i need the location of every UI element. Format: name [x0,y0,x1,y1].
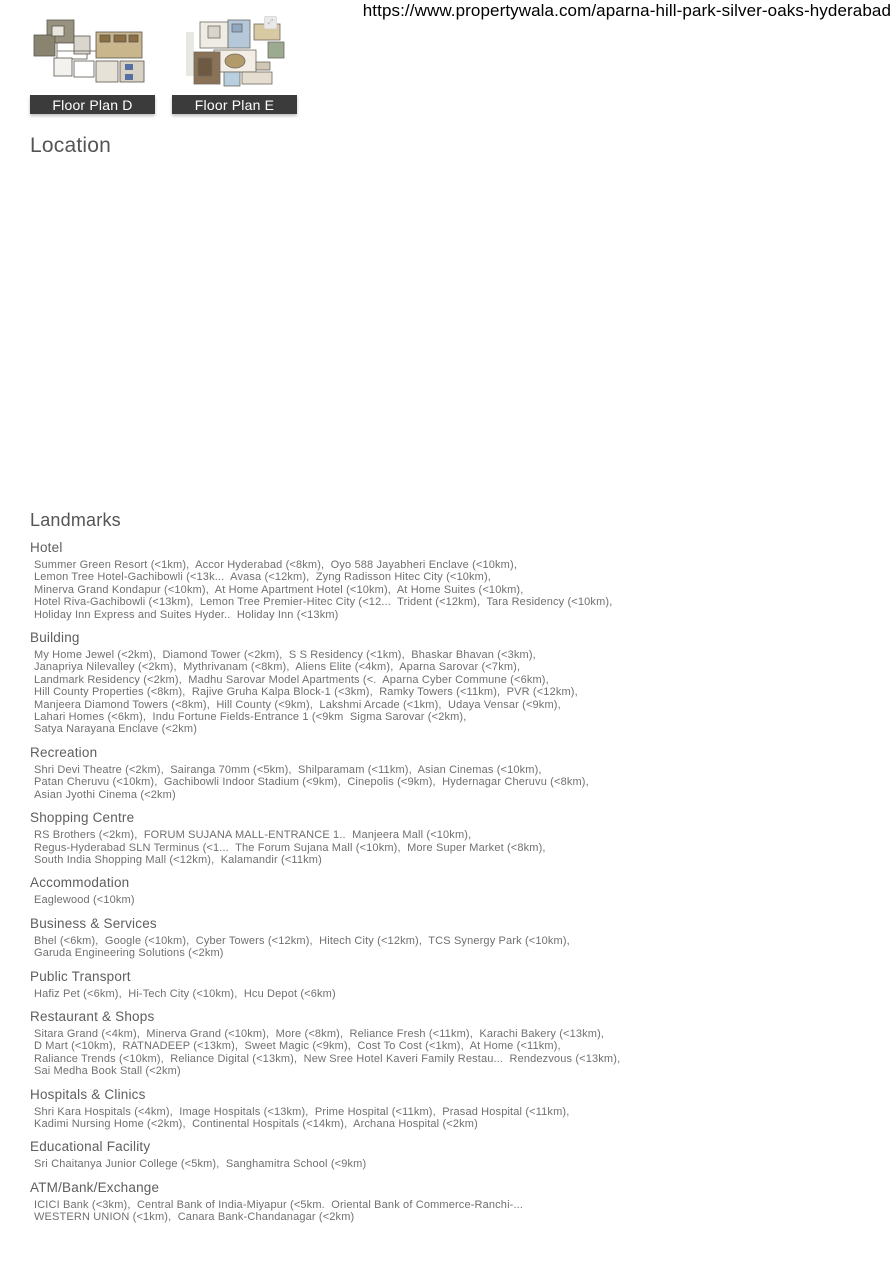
landmark-line: Holiday Inn Express and Suites Hyder.. Holiday Inn (<13km) [34,608,339,621]
floor-plan-e-drawing [172,18,297,95]
landmark-section-title: Shopping Centre [30,810,135,826]
landmark-section-title: Business & Services [30,915,157,931]
landmark-line: Sri Chaitanya Junior College (<5km), Sanghamitra School (<9km) [34,1158,367,1171]
landmark-section [30,1139,860,1170]
location-heading: Location [30,134,111,157]
landmark-line: WESTERN UNION (<1km), Canara Bank-Chandanagar (<2km) [34,1211,355,1224]
landmark-section [30,1087,860,1131]
landmark-line: Eaglewood (<10km) [34,894,135,907]
landmark-line: Hotel Riva-Gachibowli (<13km), Lemon Tree Premier-Hitec City (<12... Trident (<12km), Tara Residency (<10km), [34,596,613,609]
floor-plan-d-drawing [30,18,155,95]
landmark-line: Satya Narayana Enclave (<2km) [34,723,198,736]
landmark-line: Sitara Grand (<4km), Minerva Grand (<10km), More (<8km), Reliance Fresh (<11km), Karachi Bakery (<13km), [34,1027,605,1040]
landmark-line: My Home Jewel (<2km), Diamond Tower (<2km), S S Residency (<1km), Bhaskar Bhavan (<3km), [34,649,536,662]
floor-plan-e-image[interactable] [172,18,297,95]
landmark-section [30,630,860,736]
floor-plan-d-card[interactable] [30,18,155,114]
page-url-text: https://www.propertywala.com/aparna-hill-park-silver-oaks-hyderabad [362,1,891,20]
landmark-line: South India Shopping Mall (<12km), Kalamandir (<11km) [34,853,322,866]
landmark-section [30,810,860,866]
landmark-line: Asian Jyothi Cinema (<2km) [34,788,176,801]
landmark-section [30,875,860,906]
landmark-line: Manjeera Diamond Towers (<8km), Hill County (<9km), Lakshmi Arcade (<1km), Udaya Vensar (<9km), [34,698,561,711]
main-content [30,0,860,1224]
landmark-line: Lahari Homes (<6km), Indu Fortune Fields-Entrance 1 (<9km Sigma Sarovar (<2km), [34,711,467,724]
landmark-section-title: Restaurant & Shops [30,1008,155,1024]
landmark-section-title: Public Transport [30,968,131,984]
landmark-line: Kadimi Nursing Home (<2km), Continental Hospitals (<14km), Archana Hospital (<2km) [34,1117,478,1130]
landmark-line: Hill County Properties (<8km), Rajive Gruha Kalpa Block-1 (<3km), Ramky Towers (<11km), PVR (<12km), [34,686,578,699]
landmark-line: Janapriya Nilevalley (<2km), Mythrivanam (<8km), Aliens Elite (<4km), Aparna Sarovar (<7km), [34,661,521,674]
floor-plan-d-label[interactable]: Floor Plan D [30,95,155,114]
landmark-section [30,969,860,1000]
landmark-line: Hafiz Pet (<6km), Hi-Tech City (<10km), Hcu Depot (<6km) [34,987,336,1000]
location-map-placeholder[interactable] [30,158,860,509]
floor-plan-e-label[interactable]: Floor Plan E [172,95,297,114]
landmark-section [30,745,860,801]
landmark-section-title: Educational Facility [30,1139,151,1155]
landmark-line: Sai Medha Book Stall (<2km) [34,1065,181,1078]
landmark-line: D Mart (<10km), RATNADEEP (<13km), Sweet Magic (<9km), Cost To Cost (<1km), At Home (<11km), [34,1040,561,1053]
landmark-line: Shri Kara Hospitals (<4km), Image Hospitals (<13km), Prime Hospital (<11km), Prasad Hospital (<11km), [34,1105,570,1118]
landmark-section-title: Hotel [30,540,63,555]
landmark-line: Garuda Engineering Solutions (<2km) [34,947,224,960]
landmark-section [30,540,860,621]
landmark-section-title: Hospitals & Clinics [30,1086,146,1102]
landmark-line: Lemon Tree Hotel-Gachibowli (<13k... Avasa (<12km), Zyng Radisson Hitec City (<10km), [34,571,491,584]
zoom-icon[interactable]: ⤢ [264,16,277,29]
landmarks-heading: Landmarks [30,510,121,530]
landmark-section-title: Building [30,630,80,646]
landmark-line: Landmark Residency (<2km), Madhu Sarovar Model Apartments (<. Aparna Cyber Commune (<6km), [34,673,549,686]
landmark-sections [30,540,860,1224]
landmark-section [30,1180,860,1224]
landmark-line: Summer Green Resort (<1km), Accor Hyderabad (<8km), Oyo 588 Jayabheri Enclave (<10km), [34,559,518,571]
landmark-line: Shri Devi Theatre (<2km), Sairanga 70mm (<5km), Shilparamam (<11km), Asian Cinemas (<10km), [34,763,542,776]
landmark-line: ICICI Bank (<3km), Central Bank of India-Miyapur (<5km. Oriental Bank of Commerce-Ranchi-... [34,1198,524,1211]
landmark-section [30,916,860,960]
landmark-section-title: Accommodation [30,875,130,891]
landmark-line: Regus-Hyderabad SLN Terminus (<1... The Forum Sujana Mall (<10km), More Super Market (<8km), [34,841,546,854]
landmark-line: Patan Cheruvu (<10km), Gachibowli Indoor Stadium (<9km), Cinepolis (<9km), Hydernagar Cheruvu (<8km), [34,776,589,789]
landmark-line: Minerva Grand Kondapur (<10km), At Home Apartment Hotel (<10km), At Home Suites (<10km), [34,583,524,596]
floor-plan-e-card[interactable] [172,18,297,114]
landmark-line: Raliance Trends (<10km), Reliance Digital (<13km), New Sree Hotel Kaveri Family Restau... Rendezvous (<13km), [34,1052,621,1065]
landmark-line: Bhel (<6km), Google (<10km), Cyber Towers (<12km), Hitech City (<12km), TCS Synergy Park (<10km), [34,934,570,947]
landmark-section [30,1009,860,1078]
floor-plan-d-image[interactable] [30,18,155,95]
landmark-line: RS Brothers (<2km), FORUM SUJANA MALL-ENTRANCE 1.. Manjeera Mall (<10km), [34,829,472,842]
landmark-section-title: ATM/Bank/Exchange [30,1179,160,1195]
floor-plan-thumbnails [30,18,860,114]
landmark-section-title: Recreation [30,744,98,760]
